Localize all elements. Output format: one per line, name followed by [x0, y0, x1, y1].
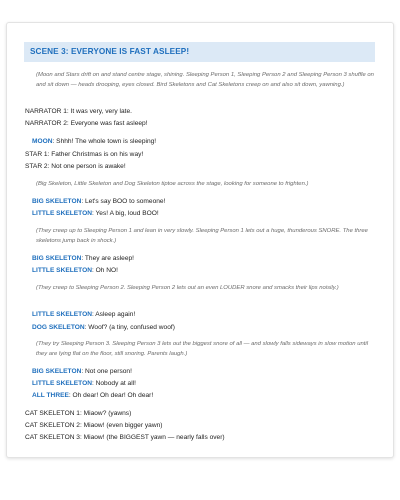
line-text: It was very, very late. — [68, 108, 133, 115]
line-text: : Oh NO! — [91, 267, 118, 274]
line-text: Father Christmas is on his way! — [49, 151, 144, 158]
line-text: Everyone was fast asleep! — [68, 120, 148, 127]
speaker-name: LITTLE SKELETON — [32, 267, 92, 274]
speaker-name: STAR 2: — [25, 163, 50, 170]
script-line — [32, 323, 175, 333]
script-line — [32, 310, 135, 320]
stage-direction: (They creep to Sleeping Person 2. Sleeping Person 2 lets out an even LOUDER snore and smacks their lips noisily.) — [36, 285, 339, 291]
script-line — [25, 421, 162, 431]
script-line — [25, 119, 148, 129]
script-line — [32, 254, 134, 264]
line-text: Miaow! (the BIGGEST yawn — nearly falls over) — [81, 434, 225, 441]
line-text: : They are asleep! — [81, 255, 135, 262]
script-line — [25, 433, 225, 443]
speaker-name: ALL THREE — [32, 392, 69, 399]
speaker-name: BIG SKELETON — [32, 368, 82, 375]
line-text: Miaow? (yawns) — [81, 410, 132, 417]
stage-direction: (They try Sleeping Person 3. Sleeping Person 3 lets out the biggest snore of all — and slowly falls sideways in slow motion until they are lying flat on the floor, still snoring. Parents laugh.) — [36, 341, 369, 357]
speaker-name: MOON — [32, 138, 53, 145]
script-line — [32, 391, 153, 401]
stage-direction: (Moon and Stars drift on and stand centre stage, shining. Sleeping Person 1, Sleeping Person 2 and Sleeping Person 3 shuffle on and sit down — heads drooping, eyes closed. Bird Skeletons and Cat Skeletons creep on and also sit down, yawning.) — [36, 72, 374, 88]
line-text: : Nobody at all! — [91, 380, 136, 387]
script-line — [25, 107, 132, 117]
script-line — [32, 197, 165, 207]
line-text: : Asleep again! — [91, 311, 136, 318]
line-text: : Woof? (a tiny, confused woof) — [84, 324, 175, 331]
speaker-name: BIG SKELETON — [32, 198, 82, 205]
line-text: : Let's say BOO to someone! — [81, 198, 166, 205]
line-text: : Not one person! — [81, 368, 132, 375]
speaker-name: CAT SKELETON 3: — [25, 434, 82, 441]
scene-title: SCENE 3: EVERYONE IS FAST ASLEEP! — [24, 42, 375, 62]
speaker-name: STAR 1: — [25, 151, 50, 158]
speaker-name: NARRATOR 2: — [25, 120, 69, 127]
script-line — [25, 150, 143, 160]
speaker-name: LITTLE SKELETON — [32, 380, 92, 387]
speaker-name: CAT SKELETON 2: — [25, 422, 82, 429]
script-line — [25, 409, 131, 419]
speaker-name: LITTLE SKELETON — [32, 210, 92, 217]
line-text: : Oh dear! Oh dear! Oh dear! — [68, 392, 154, 399]
script-line — [32, 367, 132, 377]
speaker-name: BIG SKELETON — [32, 255, 82, 262]
script-line — [25, 162, 126, 172]
speaker-name: DOG SKELETON — [32, 324, 85, 331]
speaker-name: CAT SKELETON 1: — [25, 410, 82, 417]
line-text: : Shhh! The whole town is sleeping! — [52, 138, 157, 145]
speaker-name: LITTLE SKELETON — [32, 311, 92, 318]
script-line — [32, 137, 156, 147]
speaker-name: NARRATOR 1: — [25, 108, 69, 115]
line-text: Miaow! (even bigger yawn) — [81, 422, 163, 429]
stage-direction: (They creep up to Sleeping Person 1 and lean in very slowly. Sleeping Person 1 lets out a huge, thunderous SNORE. The three skeletons jump back in shock.) — [36, 228, 368, 244]
script-line — [32, 379, 136, 389]
script-line — [32, 266, 118, 276]
script-line — [32, 209, 159, 219]
line-text: Not one person is awake! — [49, 163, 126, 170]
stage-direction: (Big Skeleton, Little Skeleton and Dog Skeleton tiptoe across the stage, looking for someone to frighten.) — [36, 181, 309, 187]
line-text: : Yes! A big, loud BOO! — [91, 210, 159, 217]
